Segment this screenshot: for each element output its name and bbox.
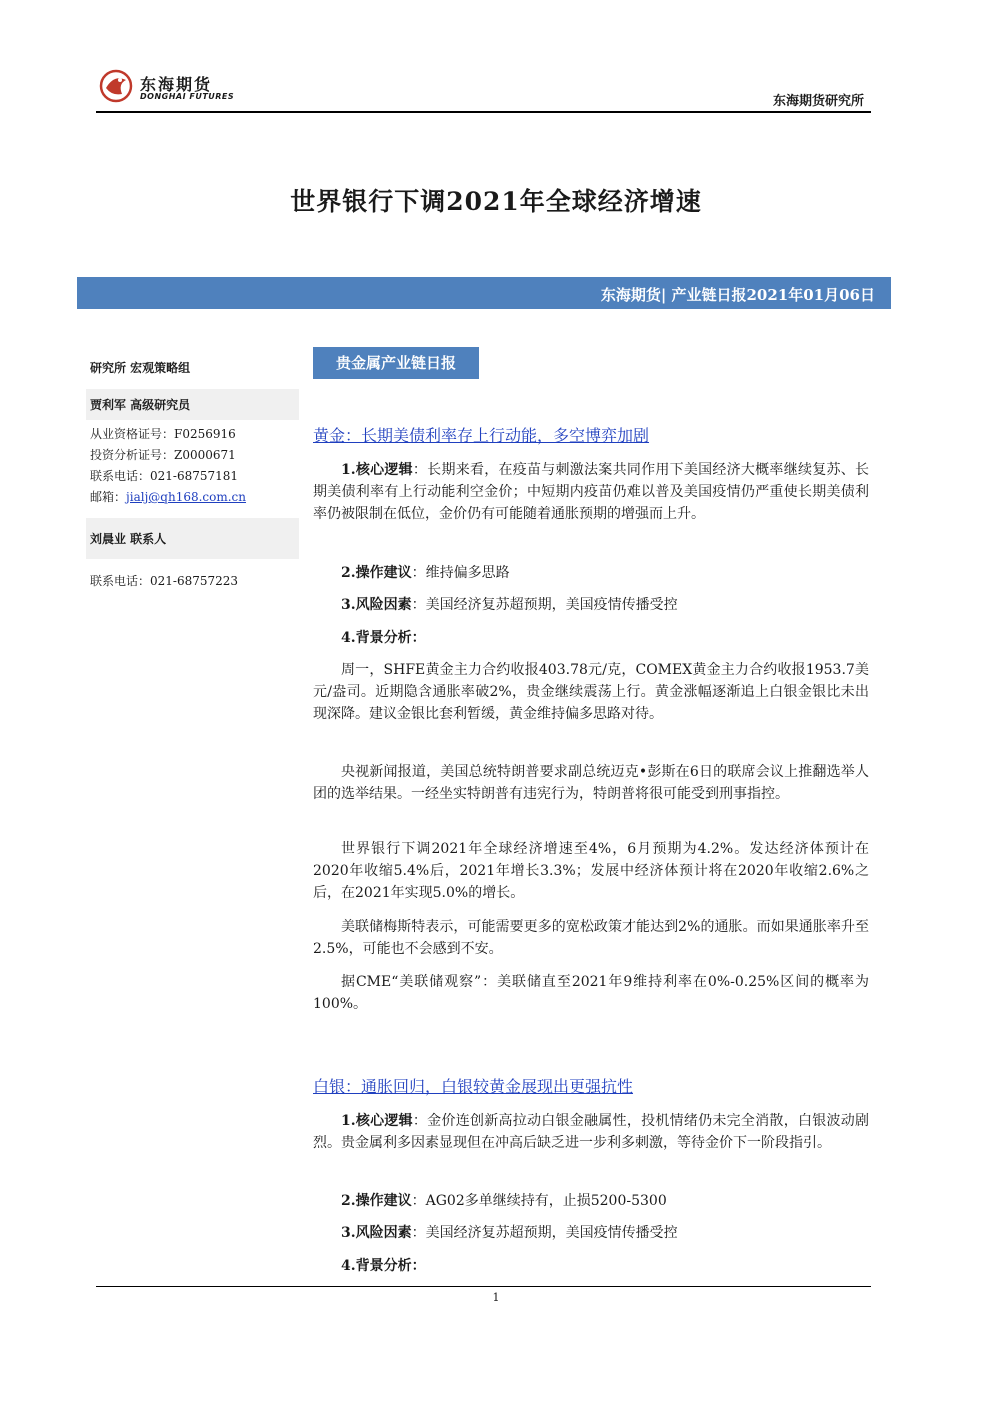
- analyst-details: [86, 420, 299, 518]
- gold-logic-label: 1.核心逻辑: [341, 462, 413, 478]
- footer-rule: [96, 1286, 871, 1287]
- report-banner: [77, 277, 891, 309]
- silver-risk-label: 3.风险因素: [341, 1225, 412, 1241]
- silver-bg-label: 4.背景分析: [341, 1258, 412, 1274]
- page-number: 1: [492, 1291, 500, 1304]
- gold-risk: [313, 594, 869, 616]
- gold-logic-text: ：长期来看，在疫苗与刺激法案共同作用下美国经济大概率继续复苏、长期美债利率有上行动能利空金价；中短期内疫苗仍难以普及美国疫情仍严重使长期美债利率仍被限制在低位，金价仍有可能随着通胀预期的增强而上升。: [313, 462, 869, 522]
- gold-bg-para-1: 周一，SHFE黄金主力合约收报403.78元/克，COMEX黄金主力合约收报1953.7美元/盎司。近期隐含通胀率破2%，贵金继续震荡上行。黄金涨幅逐渐追上白银金银比未出现深降。建议金银比套利暂缓，黄金维持偏多思路对待。: [313, 662, 869, 722]
- silver-advice-label: 2.操作建议: [341, 1193, 412, 1209]
- silver-advice-text: ：AG02多单继续持有，止损5200-5300: [411, 1193, 667, 1209]
- silver-heading[interactable]: 白银：通胀回归，白银较黄金展现出更强抗性: [313, 1077, 634, 1096]
- silver-logic-label: 1.核心逻辑: [341, 1113, 413, 1129]
- gold-background: 4.背景分析：: [341, 630, 426, 646]
- header-rule: [96, 111, 871, 113]
- gold-risk-label: 3.风险因素: [341, 597, 412, 613]
- silver-risk-text: ：美国经济复苏超预期，美国疫情传播受控: [411, 1225, 678, 1241]
- contact-phone: 联系电话：021-68757223: [90, 574, 239, 588]
- silver-logic: [313, 1110, 869, 1154]
- gold-bg-para-2: 央视新闻报道，美国总统特朗普要求副总统迈克•彭斯在6日的联席会议上推翻选举人团的选举结果。一经坐实特朗普有违宪行为，特朗普将很可能受到刑事指控。: [313, 764, 869, 802]
- analyst-cert: 从业资格证号：F0256916: [90, 427, 236, 441]
- gold-bg-para-3: 世界银行下调2021年全球经济增速至4%，6月预期为4.2%。发达经济体预计在2020年收缩5.4%后，2021年增长3.3%；发展中经济体预计将在2020年收缩2.6%之后，在2021年实现5.0%的增长。: [313, 841, 869, 901]
- analyst-name: 贾利军 高级研究员: [86, 389, 299, 420]
- silver-logic-text: ：金价连创新高拉动白银金融属性，投机情绪仍未完全消散，白银波动剧烈。贵金属利多因素显现但在冲高后缺乏进一步利多刺激，等待金价下一阶段指引。: [313, 1113, 869, 1151]
- email-link[interactable]: jialj@qh168.com.cn: [126, 490, 247, 504]
- silver-background: 4.背景分析：: [341, 1258, 426, 1274]
- gold-logic: [313, 459, 869, 525]
- gold-advice-label: 2.操作建议: [341, 565, 412, 581]
- gold-heading[interactable]: 黄金：长期美债利率存上行动能，多空博弈加剧: [313, 426, 650, 445]
- gold-bg-para-5: 据CME“美联储观察”：美联储直至2021年9维持利率在0%-0.25%区间的概率为100%。: [313, 974, 869, 1012]
- institute-name: 东海期货研究所: [772, 94, 864, 109]
- gold-risk-text: ：美国经济复苏超预期，美国疫情传播受控: [411, 597, 678, 613]
- document-title: 世界银行下调2021年全球经济增速: [290, 187, 702, 216]
- banner-text: 东海期货| 产业链日报2021年01月06日: [600, 286, 875, 304]
- sidebar-group: 研究所 宏观策略组: [90, 361, 191, 375]
- analyst-email-row: [86, 487, 299, 508]
- email-label: 邮箱：: [90, 490, 127, 504]
- logo-chinese: 东海期货: [140, 75, 213, 94]
- silver-advice: [313, 1190, 869, 1212]
- sidebar: [86, 357, 299, 592]
- silver-risk: [313, 1222, 869, 1244]
- logo-english: DONGHAI FUTURES: [140, 92, 235, 101]
- gold-advice: [313, 562, 869, 584]
- contact-name: 刘晨业 联系人: [86, 518, 299, 559]
- report-tag: 贵金属产业链日报: [313, 347, 479, 379]
- gold-advice-text: ：维持偏多思路: [411, 565, 510, 581]
- analyst-phone: 联系电话：021-68757181: [90, 469, 239, 483]
- analyst-license: 投资分析证号：Z0000671: [90, 448, 236, 462]
- gold-bg-label: 4.背景分析: [341, 630, 412, 646]
- gold-bg-para-4: 美联储梅斯特表示，可能需要更多的宽松政策才能达到2%的通胀。而如果通胀率升至2.5%，可能也不会感到不安。: [313, 919, 869, 957]
